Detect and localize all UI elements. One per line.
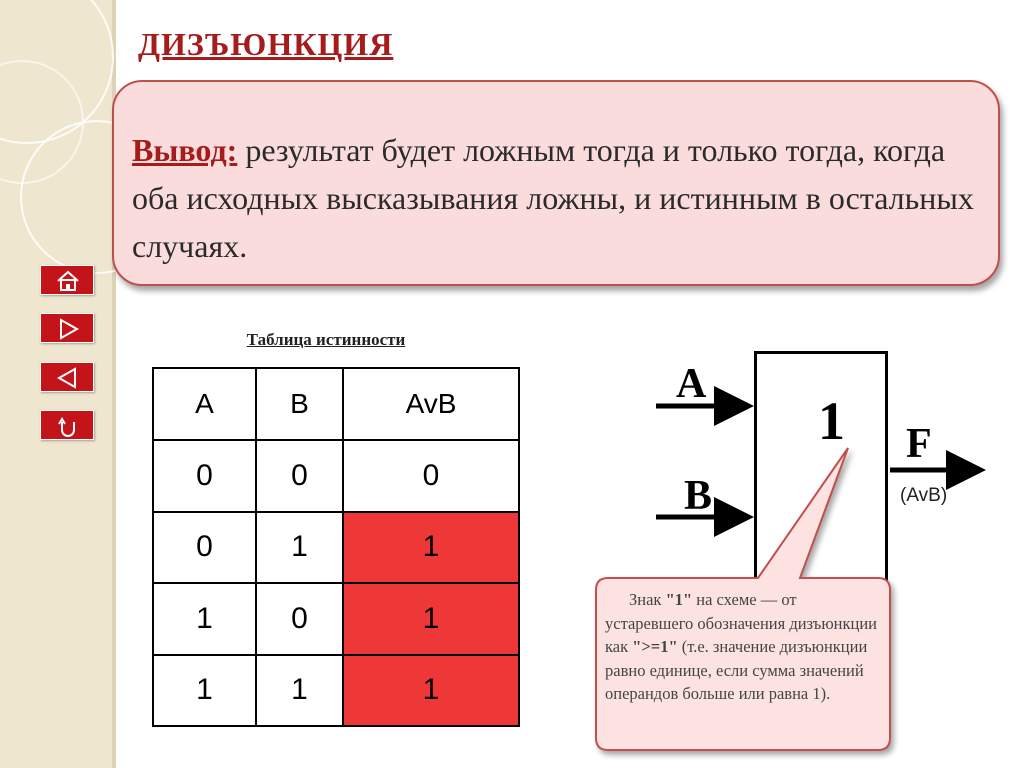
page-title: ДИЗЪЮНКЦИЯ (138, 26, 394, 62)
conclusion-body: результат будет ложным тогда и только тогда, когда оба исходных высказывания ложны, и истинным в остальных случаях. (132, 132, 974, 264)
cell-result: 1 (343, 512, 519, 584)
header-a-or-b: AvB (343, 368, 519, 440)
callout-text (605, 588, 883, 706)
callout-part: на схеме — от устаревшего обозначения дизъюнкции как (605, 590, 877, 656)
cell-b: 0 (256, 440, 343, 512)
cell-b: 0 (256, 583, 343, 655)
header-a: A (153, 368, 256, 440)
output-expression: (AvB) (900, 485, 948, 506)
callout-symbol: "1" (665, 590, 693, 609)
cell-result: 1 (343, 655, 519, 727)
cell-a: 0 (153, 512, 256, 584)
input-a-label: A (676, 361, 707, 407)
output-f-label: F (906, 421, 932, 467)
cell-a: 1 (153, 655, 256, 727)
callout-symbol: ">=1" (632, 637, 678, 656)
cell-result: 0 (343, 440, 519, 512)
gate-symbol: 1 (818, 391, 845, 451)
cell-result: 1 (343, 583, 519, 655)
header-b: B (256, 368, 343, 440)
cell-b: 1 (256, 512, 343, 584)
conclusion-label: Вывод: (132, 132, 238, 168)
input-b-label: B (684, 473, 713, 519)
callout-part: Знак (629, 590, 666, 609)
cell-a: 0 (153, 440, 256, 512)
cell-b: 1 (256, 655, 343, 727)
table-caption: Таблица истинности (246, 330, 406, 349)
callout-part: (т.е. значение дизъюнкции равно единице, если сумма значений операндов больше или равна 1). (605, 637, 868, 703)
cell-a: 1 (153, 583, 256, 655)
